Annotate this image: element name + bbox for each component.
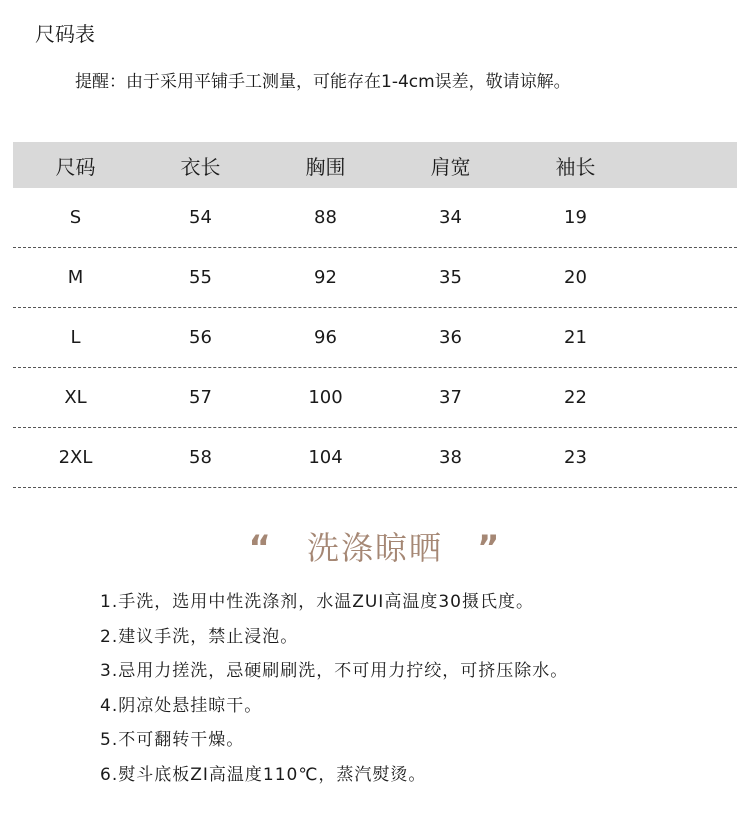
table-header	[13, 142, 737, 188]
cell-chest: 88	[314, 207, 337, 228]
list-item: 2.建议手洗，禁止浸泡。	[100, 626, 299, 647]
cell-length: 56	[189, 327, 212, 348]
size-table	[13, 142, 737, 488]
cell-length: 58	[189, 447, 212, 468]
cell-size: M	[67, 267, 84, 288]
cell-sleeve: 19	[564, 207, 587, 228]
cell-sleeve: 23	[564, 447, 587, 468]
measurement-note: 提醒：由于采用平铺手工测量，可能存在1-4cm误差，敬请谅解。	[75, 72, 571, 92]
header-chest: 胸围	[305, 154, 346, 179]
table-row	[13, 428, 737, 488]
cell-length: 55	[189, 267, 212, 288]
wash-heading: 洗涤晾晒	[306, 529, 443, 567]
list-item: 6.熨斗底板ZI高温度110℃，蒸汽熨烫。	[100, 764, 427, 785]
cell-size: 2XL	[58, 447, 93, 468]
cell-shoulder: 37	[439, 387, 462, 408]
cell-chest: 100	[308, 387, 343, 408]
table-row	[13, 368, 737, 428]
close-quote: ”	[477, 528, 502, 568]
cell-shoulder: 34	[439, 207, 462, 228]
header-length: 衣长	[180, 154, 221, 179]
cell-length: 57	[189, 387, 212, 408]
page-title: 尺码表	[35, 22, 95, 46]
list-item: 1.手洗，选用中性洗涤剂，水温ZUI高温度30摄氏度。	[100, 592, 534, 612]
cell-sleeve: 21	[564, 327, 587, 348]
cell-length: 54	[189, 207, 212, 228]
cell-sleeve: 20	[564, 267, 587, 288]
table-row	[13, 188, 737, 248]
wash-instructions	[100, 590, 568, 797]
open-quote: “	[248, 528, 273, 568]
cell-size: XL	[64, 387, 87, 408]
cell-shoulder: 35	[439, 267, 462, 288]
table-row	[13, 308, 737, 368]
cell-sleeve: 22	[564, 387, 587, 408]
header-size: 尺码	[55, 154, 96, 179]
wash-section-title	[0, 523, 750, 569]
cell-shoulder: 36	[439, 327, 462, 348]
list-item: 5.不可翻转干燥。	[100, 730, 245, 750]
cell-size: S	[69, 207, 82, 228]
cell-chest: 96	[314, 327, 337, 348]
cell-chest: 104	[308, 447, 343, 468]
table-row	[13, 248, 737, 308]
cell-size: L	[70, 327, 81, 348]
header-shoulder: 肩宽	[430, 154, 471, 179]
list-item: 3.忌用力搓洗，忌硬刷刷洗，不可用力拧绞，可挤压除水。	[100, 661, 569, 681]
list-item: 4.阴凉处悬挂晾干。	[100, 695, 263, 716]
header-sleeve: 袖长	[555, 154, 596, 179]
cell-chest: 92	[314, 267, 337, 288]
cell-shoulder: 38	[439, 447, 462, 468]
